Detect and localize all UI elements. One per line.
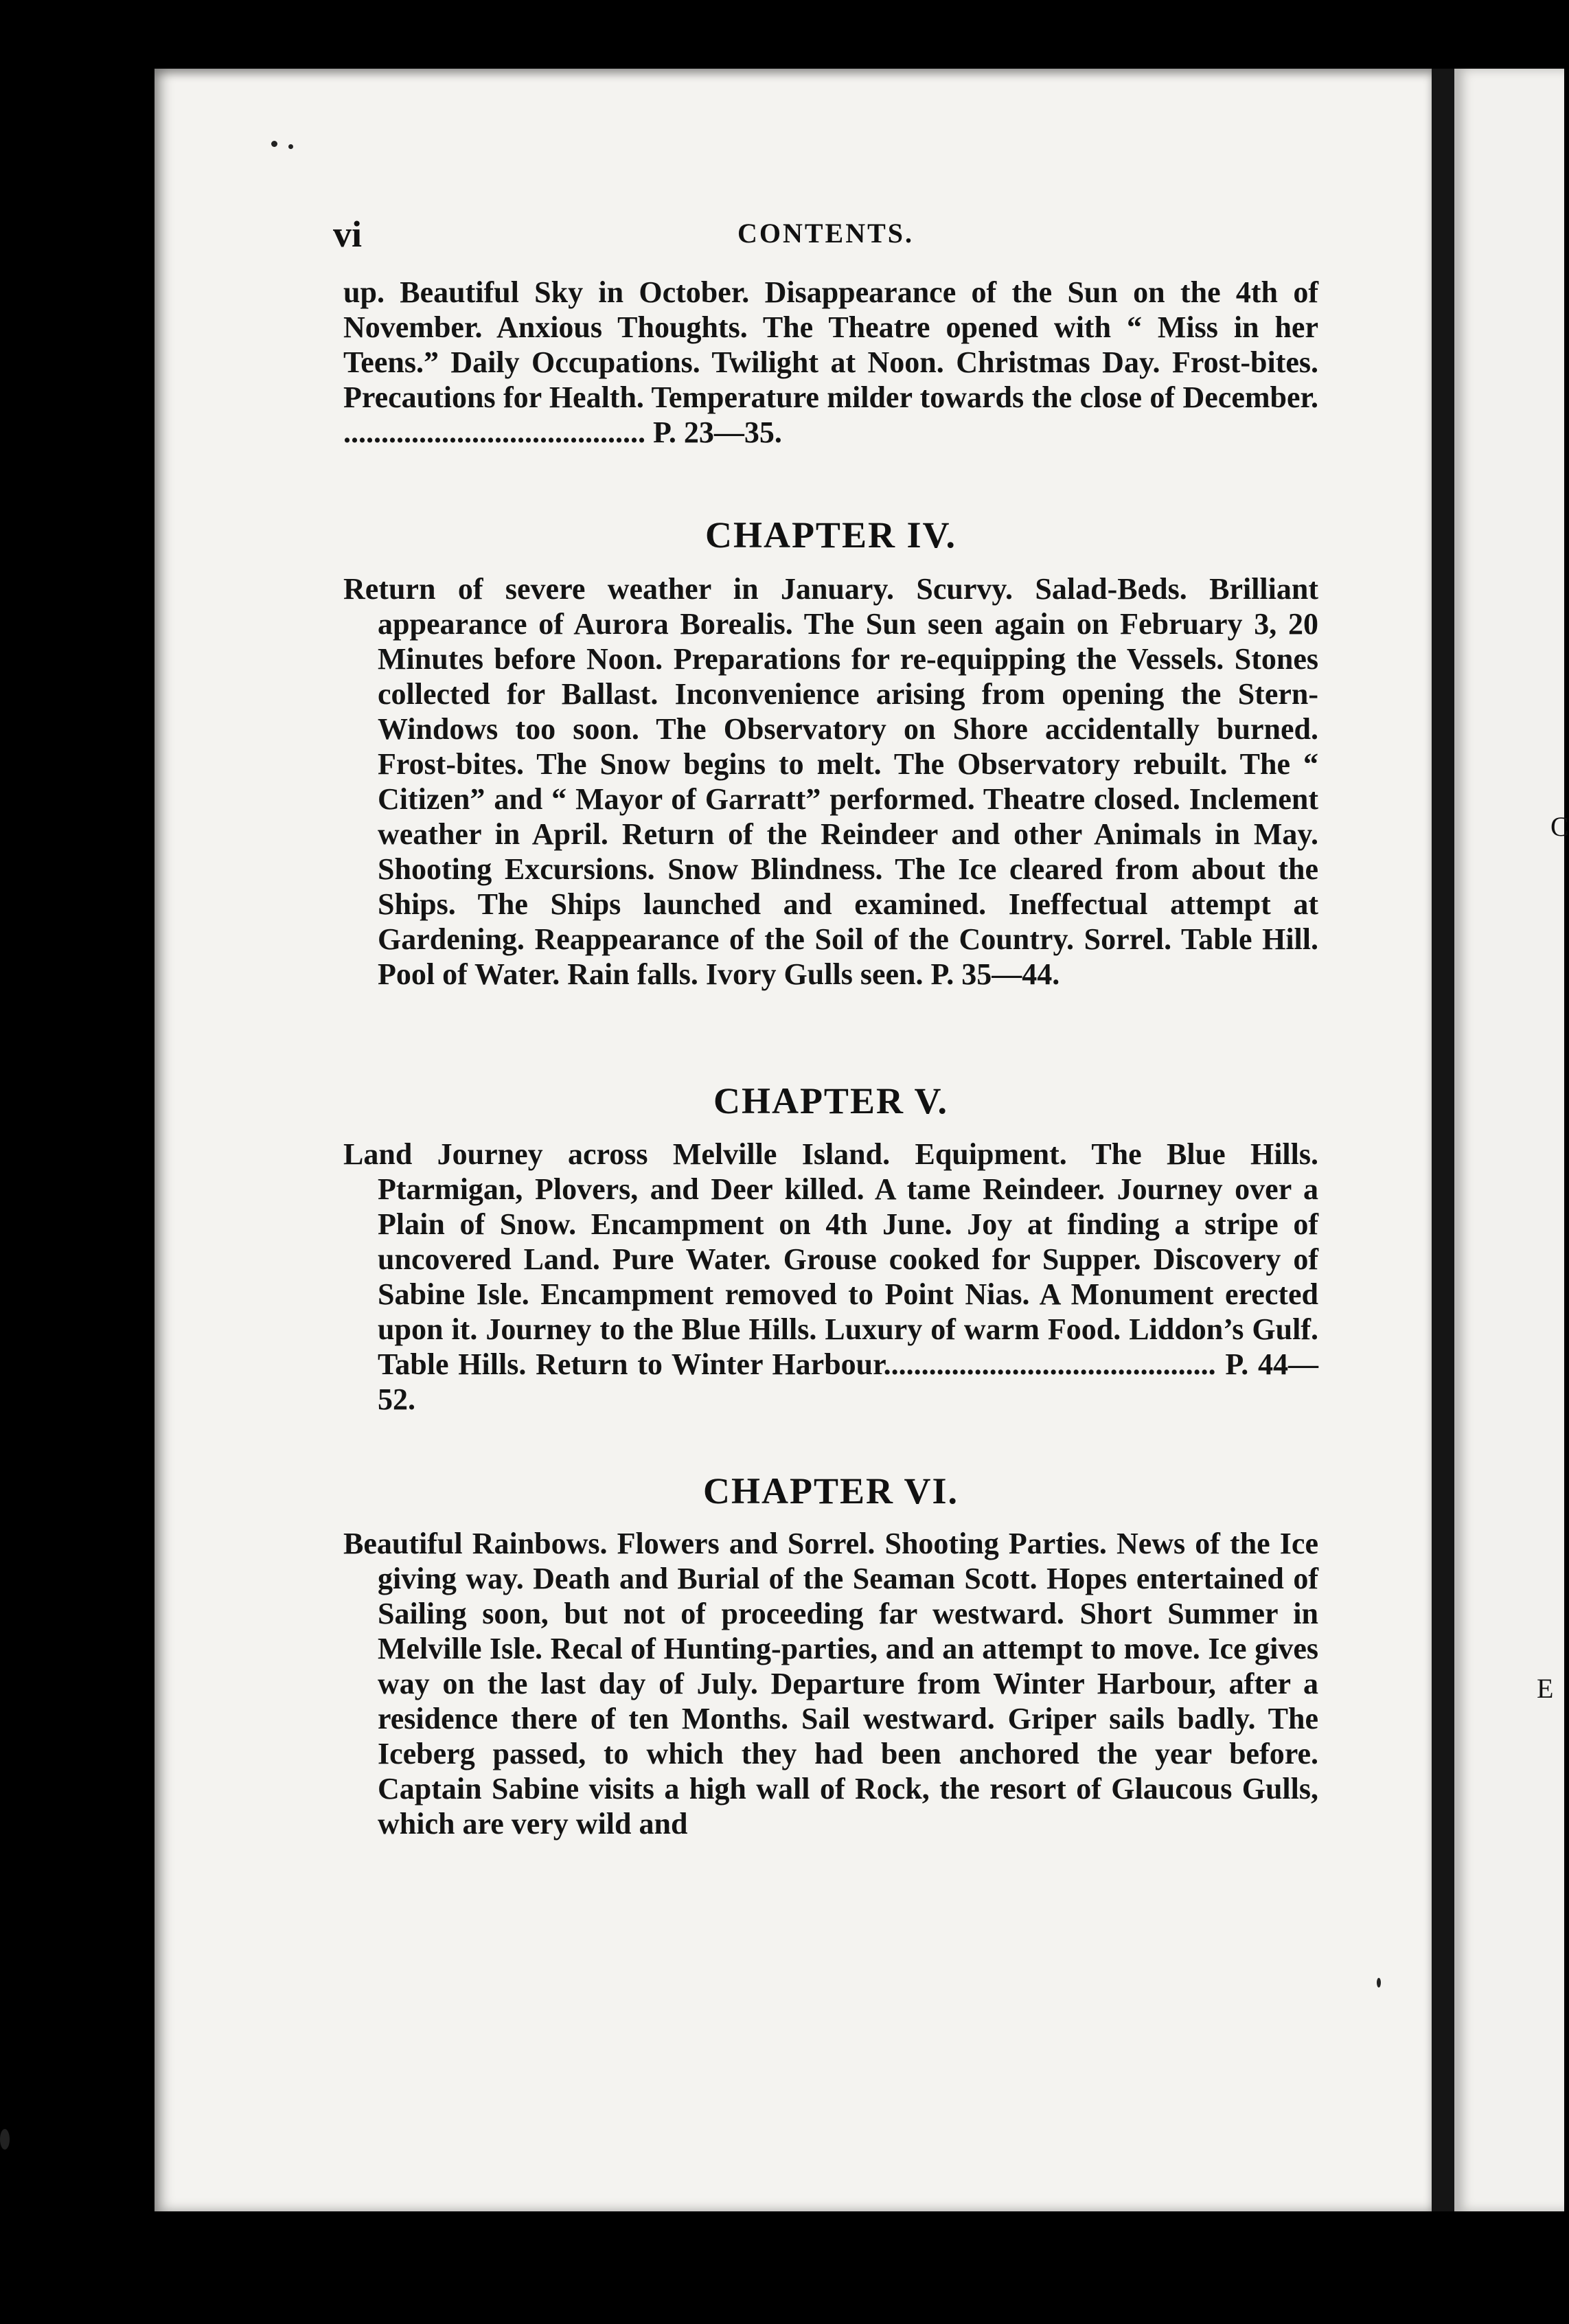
page-header	[333, 213, 1318, 254]
contents-paragraph: Return of severe weather in January. Scurvy. Salad-Beds. Brilliant appearance of Aurora Borealis. The Sun seen again on February 3, 20 Minutes before Noon. Preparations for re-equipping the Vessels. Stones collected for Ballast. Inconvenience arising from opening the Stern-Windows too soon. The Observatory on Shore accidentally burned. Frost-bites. The Snow begins to melt. The Observatory rebuilt. The “ Citizen” and “ Mayor of Garratt” performed. Theatre closed. Inclement weather in April. Return of the Reindeer and other Animals in May. Shooting Excursions. Snow Blindness. The Ice cleared from about the Ships. The Ships launched and examined. Ineffectual attempt at Gardening. Reappearance of the Soil of the Country. Sorrel. Table Hill. Pool of Water. Rain falls. Ivory Gulls seen. P. 35—44.	[343, 572, 1318, 991]
contents-entry-chapter-iv	[343, 571, 1318, 992]
chapter-heading: CHAPTER V.	[713, 1080, 949, 1121]
contents-entry-chapter-iii-continued	[343, 275, 1318, 450]
running-title: CONTENTS.	[737, 218, 915, 249]
chapter-heading: CHAPTER IV.	[705, 514, 957, 556]
contents-paragraph: Beautiful Rainbows. Flowers and Sorrel. Shooting Parties. News of the Ice giving way. Death and Burial of the Seaman Scott. Hopes entertained of Sailing soon, but not of proceeding far westward. Short Summer in Melville Isle. Recal of Hunting-parties, and an attempt to move. Ice gives way on the last day of July. Departure from Winter Harbour, after a residence there of ten Months. Sail westward. Griper sails badly. The Iceberg passed, to which they had been anchored the year before. Captain Sabine visits a high wall of Rock, the resort of Glaucous Gulls, which are very wild and	[343, 1527, 1318, 1841]
paper-speck	[1377, 1978, 1381, 1987]
contents-paragraph: Land Journey across Melville Island. Equipment. The Blue Hills. Ptarmigan, Plovers, and Deer killed. A tame Reindeer. Journey over a Plain of Snow. Encampment on 4th June. Joy at finding a stripe of uncovered Land. Pure Water. Grouse cooked for Supper. Discovery of Sabine Isle. Encampment removed to Point Nias. A Monument erected upon it. Journey to the Blue Hills. Luxury of warm Food. Liddon’s Gulf. Table Hills. Return to Winter Harbour............................................ P. 44—52.	[343, 1137, 1318, 1416]
contents-entry-chapter-v	[343, 1137, 1318, 1417]
contents-entry-chapter-vi	[343, 1526, 1318, 1841]
page-number: vi	[333, 214, 363, 255]
paper-speck	[288, 144, 293, 149]
facing-page-fragment: C	[1550, 811, 1569, 842]
paper-speck	[271, 141, 277, 147]
paper-speck	[0, 2129, 10, 2150]
facing-page	[1454, 69, 1569, 2211]
chapter-heading: CHAPTER VI.	[702, 1470, 959, 1512]
contents-paragraph: up. Beautiful Sky in October. Disappearance of the Sun on the 4th of November. Anxious Thoughts. The Theatre opened with “ Miss in her Teens.” Daily Occupations. Twilight at Noon. Christmas Day. Frost-bites. Precautions for Health. Temperature milder towards the close of December. ........................................ P. 23—35.	[343, 275, 1318, 449]
page-gutter	[1432, 69, 1454, 2211]
facing-page-fragment: E	[1537, 1673, 1554, 1704]
